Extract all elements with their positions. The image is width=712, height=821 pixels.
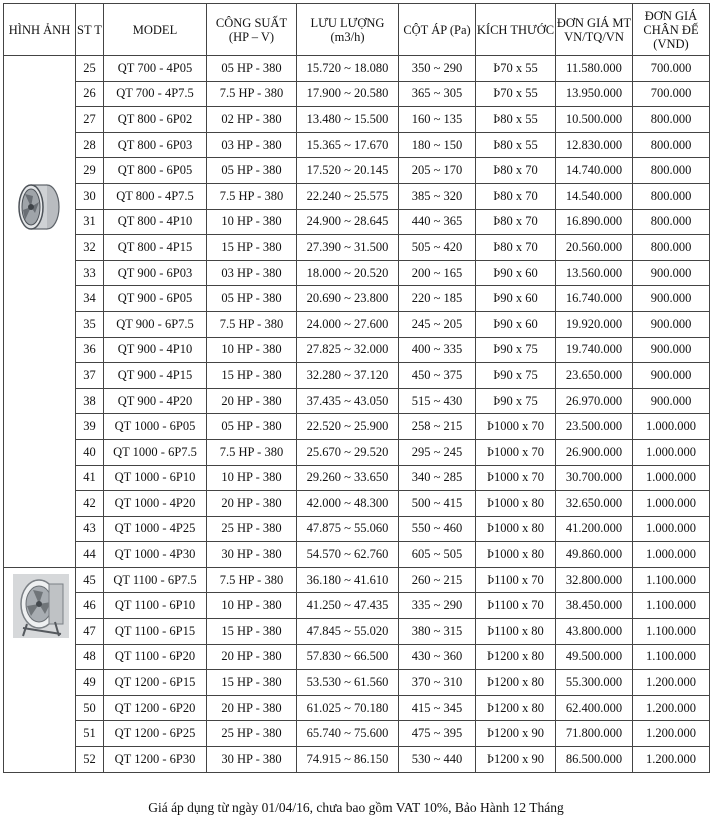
stt-cell: 44	[76, 542, 104, 568]
model-cell: QT 900 - 6P03	[104, 260, 207, 286]
table-row	[4, 414, 710, 440]
airflow-cell: 24.900 ~ 28.645	[297, 209, 399, 235]
power-cell: 05 HP - 380	[207, 286, 297, 312]
table-row	[4, 388, 710, 414]
airflow-cell: 54.570 ~ 62.760	[297, 542, 399, 568]
header-size: KÍCH THƯỚC	[476, 4, 556, 56]
header-power: CÔNG SUẤT (HP – V)	[207, 4, 297, 56]
model-cell: QT 1000 - 6P05	[104, 414, 207, 440]
size-cell: Þ90 x 75	[476, 337, 556, 363]
size-cell: Þ80 x 70	[476, 209, 556, 235]
price-cell: 38.450.000	[556, 593, 633, 619]
pressure-cell: 295 ~ 245	[399, 439, 476, 465]
pressure-cell: 180 ~ 150	[399, 132, 476, 158]
header-pressure: CỘT ÁP (Pa)	[399, 4, 476, 56]
price-cell: 49.500.000	[556, 644, 633, 670]
model-cell: QT 1200 - 6P25	[104, 721, 207, 747]
airflow-cell: 15.720 ~ 18.080	[297, 56, 399, 82]
price-cell: 20.560.000	[556, 235, 633, 261]
price-table	[3, 3, 710, 773]
pressure-cell: 550 ~ 460	[399, 516, 476, 542]
stt-cell: 37	[76, 363, 104, 389]
stt-cell: 50	[76, 695, 104, 721]
pressure-cell: 400 ~ 335	[399, 337, 476, 363]
power-cell: 15 HP - 380	[207, 619, 297, 645]
fan-with-stand-image	[13, 574, 69, 638]
stt-cell: 36	[76, 337, 104, 363]
price-cell: 49.860.000	[556, 542, 633, 568]
pressure-cell: 200 ~ 165	[399, 260, 476, 286]
stand-price-cell: 900.000	[633, 388, 710, 414]
stand-price-cell: 800.000	[633, 235, 710, 261]
stt-cell: 45	[76, 567, 104, 593]
power-cell: 10 HP - 380	[207, 209, 297, 235]
price-cell: 23.500.000	[556, 414, 633, 440]
stand-price-cell: 1.000.000	[633, 414, 710, 440]
airflow-cell: 47.875 ~ 55.060	[297, 516, 399, 542]
size-cell: Þ90 x 60	[476, 311, 556, 337]
size-cell: Þ90 x 60	[476, 260, 556, 286]
price-cell: 12.830.000	[556, 132, 633, 158]
stand-price-cell: 800.000	[633, 209, 710, 235]
size-cell: Þ1200 x 80	[476, 695, 556, 721]
airflow-cell: 13.480 ~ 15.500	[297, 107, 399, 133]
model-cell: QT 1000 - 4P25	[104, 516, 207, 542]
price-cell: 10.500.000	[556, 107, 633, 133]
power-cell: 7.5 HP - 380	[207, 81, 297, 107]
price-cell: 30.700.000	[556, 465, 633, 491]
price-cell: 41.200.000	[556, 516, 633, 542]
table-row	[4, 337, 710, 363]
pressure-cell: 205 ~ 170	[399, 158, 476, 184]
stt-cell: 51	[76, 721, 104, 747]
price-cell: 16.890.000	[556, 209, 633, 235]
power-cell: 25 HP - 380	[207, 721, 297, 747]
stand-price-cell: 1.000.000	[633, 516, 710, 542]
model-cell: QT 800 - 4P15	[104, 235, 207, 261]
table-row	[4, 644, 710, 670]
size-cell: Þ80 x 70	[476, 158, 556, 184]
size-cell: Þ1000 x 70	[476, 414, 556, 440]
size-cell: Þ1000 x 80	[476, 542, 556, 568]
stand-price-cell: 1.100.000	[633, 593, 710, 619]
airflow-cell: 57.830 ~ 66.500	[297, 644, 399, 670]
header-row	[4, 4, 710, 56]
pressure-cell: 450 ~ 375	[399, 363, 476, 389]
image-cell-axial	[4, 56, 76, 568]
stand-price-cell: 1.000.000	[633, 465, 710, 491]
table-row	[4, 542, 710, 568]
pressure-cell: 340 ~ 285	[399, 465, 476, 491]
pressure-cell: 385 ~ 320	[399, 183, 476, 209]
airflow-cell: 15.365 ~ 17.670	[297, 132, 399, 158]
stand-price-cell: 800.000	[633, 132, 710, 158]
stand-price-cell: 800.000	[633, 183, 710, 209]
stand-price-cell: 1.100.000	[633, 619, 710, 645]
table-row	[4, 311, 710, 337]
table-row	[4, 209, 710, 235]
stt-cell: 32	[76, 235, 104, 261]
pressure-cell: 365 ~ 305	[399, 81, 476, 107]
model-cell: QT 900 - 4P10	[104, 337, 207, 363]
power-cell: 7.5 HP - 380	[207, 567, 297, 593]
power-cell: 05 HP - 380	[207, 414, 297, 440]
pressure-cell: 415 ~ 345	[399, 695, 476, 721]
pressure-cell: 605 ~ 505	[399, 542, 476, 568]
footer-note: Giá áp dụng từ ngày 01/04/16, chưa bao gồm VAT 10%, Bảo Hành 12 Tháng	[148, 800, 564, 815]
price-cell: 32.800.000	[556, 567, 633, 593]
model-cell: QT 1200 - 6P20	[104, 695, 207, 721]
stt-cell: 35	[76, 311, 104, 337]
power-cell: 20 HP - 380	[207, 388, 297, 414]
power-cell: 30 HP - 380	[207, 747, 297, 773]
size-cell: Þ80 x 70	[476, 235, 556, 261]
stt-cell: 25	[76, 56, 104, 82]
table-row	[4, 721, 710, 747]
stand-price-cell: 900.000	[633, 337, 710, 363]
model-cell: QT 900 - 6P05	[104, 286, 207, 312]
model-cell: QT 700 - 4P05	[104, 56, 207, 82]
pressure-cell: 530 ~ 440	[399, 747, 476, 773]
pressure-cell: 370 ~ 310	[399, 670, 476, 696]
image-cell-stand	[4, 567, 76, 772]
header-airflow: LƯU LƯỢNG (m3/h)	[297, 4, 399, 56]
table-row	[4, 107, 710, 133]
model-cell: QT 800 - 6P03	[104, 132, 207, 158]
airflow-cell: 20.690 ~ 23.800	[297, 286, 399, 312]
table-row	[4, 132, 710, 158]
stt-cell: 41	[76, 465, 104, 491]
airflow-cell: 22.520 ~ 25.900	[297, 414, 399, 440]
size-cell: Þ1100 x 80	[476, 619, 556, 645]
stand-price-cell: 1.200.000	[633, 670, 710, 696]
stt-cell: 28	[76, 132, 104, 158]
table-row	[4, 567, 710, 593]
power-cell: 10 HP - 380	[207, 337, 297, 363]
stt-cell: 38	[76, 388, 104, 414]
stand-price-cell: 800.000	[633, 158, 710, 184]
power-cell: 30 HP - 380	[207, 542, 297, 568]
size-cell: Þ1000 x 70	[476, 465, 556, 491]
price-cell: 16.740.000	[556, 286, 633, 312]
airflow-cell: 22.240 ~ 25.575	[297, 183, 399, 209]
price-cell: 32.650.000	[556, 491, 633, 517]
header-model: MODEL	[104, 4, 207, 56]
pressure-cell: 380 ~ 315	[399, 619, 476, 645]
stt-cell: 27	[76, 107, 104, 133]
stand-price-cell: 900.000	[633, 311, 710, 337]
power-cell: 20 HP - 380	[207, 491, 297, 517]
table-row	[4, 670, 710, 696]
pressure-cell: 335 ~ 290	[399, 593, 476, 619]
size-cell: Þ70 x 55	[476, 81, 556, 107]
model-cell: QT 900 - 6P7.5	[104, 311, 207, 337]
size-cell: Þ1200 x 80	[476, 644, 556, 670]
model-cell: QT 900 - 4P15	[104, 363, 207, 389]
size-cell: Þ90 x 75	[476, 363, 556, 389]
model-cell: QT 1000 - 6P10	[104, 465, 207, 491]
table-row	[4, 81, 710, 107]
price-cell: 14.540.000	[556, 183, 633, 209]
stt-cell: 31	[76, 209, 104, 235]
model-cell: QT 800 - 4P10	[104, 209, 207, 235]
model-cell: QT 1100 - 6P10	[104, 593, 207, 619]
pressure-cell: 350 ~ 290	[399, 56, 476, 82]
table-row	[4, 465, 710, 491]
table-row	[4, 593, 710, 619]
price-cell: 13.560.000	[556, 260, 633, 286]
table-row	[4, 695, 710, 721]
model-cell: QT 1100 - 6P15	[104, 619, 207, 645]
power-cell: 7.5 HP - 380	[207, 439, 297, 465]
price-cell: 13.950.000	[556, 81, 633, 107]
model-cell: QT 800 - 4P7.5	[104, 183, 207, 209]
airflow-cell: 17.900 ~ 20.580	[297, 81, 399, 107]
airflow-cell: 29.260 ~ 33.650	[297, 465, 399, 491]
stt-cell: 42	[76, 491, 104, 517]
stand-price-cell: 1.100.000	[633, 567, 710, 593]
price-cell: 11.580.000	[556, 56, 633, 82]
airflow-cell: 61.025 ~ 70.180	[297, 695, 399, 721]
size-cell: Þ1100 x 70	[476, 593, 556, 619]
airflow-cell: 27.390 ~ 31.500	[297, 235, 399, 261]
model-cell: QT 800 - 6P02	[104, 107, 207, 133]
power-cell: 05 HP - 380	[207, 158, 297, 184]
size-cell: Þ80 x 55	[476, 132, 556, 158]
size-cell: Þ90 x 60	[476, 286, 556, 312]
power-cell: 15 HP - 380	[207, 363, 297, 389]
model-cell: QT 1000 - 4P20	[104, 491, 207, 517]
stt-cell: 39	[76, 414, 104, 440]
price-cell: 23.650.000	[556, 363, 633, 389]
pressure-cell: 220 ~ 185	[399, 286, 476, 312]
size-cell: Þ90 x 75	[476, 388, 556, 414]
stt-cell: 34	[76, 286, 104, 312]
stt-cell: 40	[76, 439, 104, 465]
stt-cell: 43	[76, 516, 104, 542]
table-row	[4, 619, 710, 645]
airflow-cell: 53.530 ~ 61.560	[297, 670, 399, 696]
stand-price-cell: 700.000	[633, 81, 710, 107]
stand-price-cell: 1.200.000	[633, 695, 710, 721]
pressure-cell: 160 ~ 135	[399, 107, 476, 133]
airflow-cell: 41.250 ~ 47.435	[297, 593, 399, 619]
size-cell: Þ1200 x 90	[476, 721, 556, 747]
pressure-cell: 245 ~ 205	[399, 311, 476, 337]
price-cell: 19.920.000	[556, 311, 633, 337]
size-cell: Þ1100 x 70	[476, 567, 556, 593]
airflow-cell: 18.000 ~ 20.520	[297, 260, 399, 286]
power-cell: 15 HP - 380	[207, 235, 297, 261]
airflow-cell: 36.180 ~ 41.610	[297, 567, 399, 593]
power-cell: 20 HP - 380	[207, 695, 297, 721]
header-stt: ST T	[76, 4, 104, 56]
price-cell: 71.800.000	[556, 721, 633, 747]
airflow-cell: 24.000 ~ 27.600	[297, 311, 399, 337]
stand-price-cell: 1.000.000	[633, 491, 710, 517]
axial-fan-image	[17, 182, 65, 232]
size-cell: Þ1000 x 70	[476, 439, 556, 465]
model-cell: QT 1100 - 6P20	[104, 644, 207, 670]
model-cell: QT 900 - 4P20	[104, 388, 207, 414]
stand-price-cell: 900.000	[633, 260, 710, 286]
stt-cell: 29	[76, 158, 104, 184]
power-cell: 03 HP - 380	[207, 132, 297, 158]
model-cell: QT 1200 - 6P15	[104, 670, 207, 696]
size-cell: Þ1000 x 80	[476, 491, 556, 517]
price-cell: 26.970.000	[556, 388, 633, 414]
price-cell: 26.900.000	[556, 439, 633, 465]
pressure-cell: 440 ~ 365	[399, 209, 476, 235]
table-row	[4, 158, 710, 184]
table-row	[4, 183, 710, 209]
table-row	[4, 363, 710, 389]
size-cell: Þ80 x 70	[476, 183, 556, 209]
table-row	[4, 516, 710, 542]
pressure-cell: 500 ~ 415	[399, 491, 476, 517]
model-cell: QT 1200 - 6P30	[104, 747, 207, 773]
size-cell: Þ1000 x 80	[476, 516, 556, 542]
power-cell: 10 HP - 380	[207, 593, 297, 619]
size-cell: Þ1200 x 90	[476, 747, 556, 773]
stand-price-cell: 900.000	[633, 363, 710, 389]
price-cell: 86.500.000	[556, 747, 633, 773]
stt-cell: 48	[76, 644, 104, 670]
price-cell: 43.800.000	[556, 619, 633, 645]
table-row	[4, 260, 710, 286]
airflow-cell: 65.740 ~ 75.600	[297, 721, 399, 747]
price-cell: 19.740.000	[556, 337, 633, 363]
airflow-cell: 37.435 ~ 43.050	[297, 388, 399, 414]
power-cell: 25 HP - 380	[207, 516, 297, 542]
power-cell: 7.5 HP - 380	[207, 311, 297, 337]
model-cell: QT 1100 - 6P7.5	[104, 567, 207, 593]
stt-cell: 30	[76, 183, 104, 209]
power-cell: 05 HP - 380	[207, 56, 297, 82]
size-cell: Þ80 x 55	[476, 107, 556, 133]
pressure-cell: 505 ~ 420	[399, 235, 476, 261]
stt-cell: 33	[76, 260, 104, 286]
table-row	[4, 286, 710, 312]
power-cell: 15 HP - 380	[207, 670, 297, 696]
stand-price-cell: 900.000	[633, 286, 710, 312]
header-price: ĐƠN GIÁ MT VN/TQ/VN	[556, 4, 633, 56]
header-image: HÌNH ẢNH	[4, 4, 76, 56]
airflow-cell: 27.825 ~ 32.000	[297, 337, 399, 363]
stand-price-cell: 700.000	[633, 56, 710, 82]
price-cell: 62.400.000	[556, 695, 633, 721]
table-row	[4, 235, 710, 261]
header-stand-price: ĐƠN GIÁ CHÂN ĐẾ (VND)	[633, 4, 710, 56]
stt-cell: 52	[76, 747, 104, 773]
model-cell: QT 700 - 4P7.5	[104, 81, 207, 107]
table-row	[4, 56, 710, 82]
power-cell: 20 HP - 380	[207, 644, 297, 670]
airflow-cell: 42.000 ~ 48.300	[297, 491, 399, 517]
stand-price-cell: 1.100.000	[633, 644, 710, 670]
table-row	[4, 747, 710, 773]
model-cell: QT 1000 - 4P30	[104, 542, 207, 568]
airflow-cell: 74.915 ~ 86.150	[297, 747, 399, 773]
stand-price-cell: 1.200.000	[633, 721, 710, 747]
pressure-cell: 475 ~ 395	[399, 721, 476, 747]
table-row	[4, 491, 710, 517]
power-cell: 02 HP - 380	[207, 107, 297, 133]
pressure-cell: 260 ~ 215	[399, 567, 476, 593]
stand-price-cell: 1.200.000	[633, 747, 710, 773]
airflow-cell: 47.845 ~ 55.020	[297, 619, 399, 645]
pressure-cell: 430 ~ 360	[399, 644, 476, 670]
stt-cell: 47	[76, 619, 104, 645]
model-cell: QT 800 - 6P05	[104, 158, 207, 184]
airflow-cell: 25.670 ~ 29.520	[297, 439, 399, 465]
power-cell: 03 HP - 380	[207, 260, 297, 286]
power-cell: 7.5 HP - 380	[207, 183, 297, 209]
size-cell: Þ70 x 55	[476, 56, 556, 82]
pressure-cell: 515 ~ 430	[399, 388, 476, 414]
stt-cell: 26	[76, 81, 104, 107]
airflow-cell: 32.280 ~ 37.120	[297, 363, 399, 389]
size-cell: Þ1200 x 80	[476, 670, 556, 696]
model-cell: QT 1000 - 6P7.5	[104, 439, 207, 465]
pressure-cell: 258 ~ 215	[399, 414, 476, 440]
power-cell: 10 HP - 380	[207, 465, 297, 491]
airflow-cell: 17.520 ~ 20.145	[297, 158, 399, 184]
price-cell: 55.300.000	[556, 670, 633, 696]
stand-price-cell: 1.000.000	[633, 439, 710, 465]
price-cell: 14.740.000	[556, 158, 633, 184]
stt-cell: 49	[76, 670, 104, 696]
table-row	[4, 439, 710, 465]
stand-price-cell: 1.000.000	[633, 542, 710, 568]
stand-price-cell: 800.000	[633, 107, 710, 133]
stt-cell: 46	[76, 593, 104, 619]
